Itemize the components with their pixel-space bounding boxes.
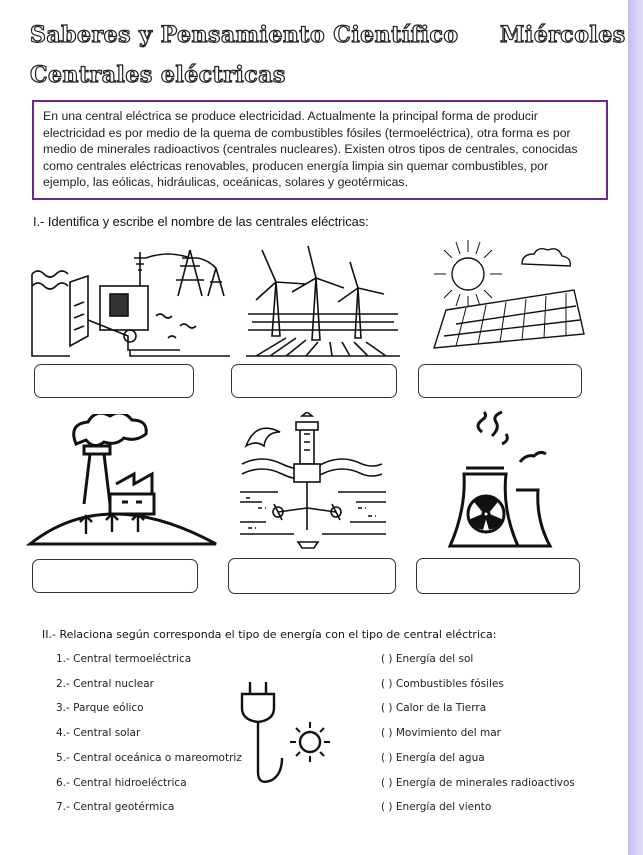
plant-item-6: 6.- Central hidroeléctrica [56, 777, 187, 789]
wind-turbines-image [246, 244, 400, 358]
energy-item-3: ( ) Calor de la Tierra [381, 702, 487, 714]
intro-textbox: En una central eléctrica se produce electricidad. Actualmente la principal forma de producir electricidad es por medio de la quema de combustibles fósiles (termoeléctrica), otra forma es por medio de minerales radioactivos (centrales nucleares). Existen otros tipos de centrales, conocidas como centrales eléctricas renovables, producen energía limpia sin quemar combustibles, por ejemplo, las eólicas, hidráulicas, oceánicas, solares y geotérmicas. [32, 100, 608, 200]
answer-box-1[interactable] [34, 364, 194, 398]
plant-item-2: 2.- Central nuclear [56, 678, 154, 690]
energy-item-7: ( ) Energía del viento [381, 801, 492, 813]
page-edge-decoration [628, 0, 643, 855]
energy-item-1: ( ) Energía del sol [381, 653, 474, 665]
plant-item-4: 4.- Central solar [56, 727, 141, 739]
subject-title: Saberes y Pensamiento Científico [30, 22, 459, 48]
answer-box-6[interactable] [416, 558, 580, 594]
tidal-plant-image [238, 412, 388, 550]
section1-instruction: I.- Identifica y escribe el nombre de las centrales eléctricas: [33, 214, 369, 229]
answer-box-2[interactable] [231, 364, 397, 398]
answer-box-3[interactable] [418, 364, 582, 398]
energy-item-4: ( ) Movimiento del mar [381, 727, 501, 739]
section2-instruction: II.- Relaciona según corresponda el tipo de energía con el tipo de central eléctrica: [42, 628, 497, 641]
topic-title: Centrales eléctricas [30, 62, 286, 88]
energy-item-5: ( ) Energía del agua [381, 752, 485, 764]
energy-item-2: ( ) Combustibles fósiles [381, 678, 504, 690]
answer-box-5[interactable] [228, 558, 396, 594]
plant-item-7: 7.- Central geotérmica [56, 801, 175, 813]
plant-item-5: 5.- Central oceánica o mareomotriz [56, 752, 242, 764]
day-label: Miércoles [500, 22, 626, 48]
hydroelectric-plant-image [30, 246, 230, 358]
plant-item-3: 3.- Parque eólico [56, 702, 144, 714]
answer-box-4[interactable] [32, 559, 198, 593]
solar-panels-image [426, 236, 586, 354]
plug-sun-illustration [238, 680, 338, 790]
geothermal-plant-image [26, 414, 218, 550]
energy-item-6: ( ) Energía de minerales radioactivos [381, 777, 575, 789]
plant-item-1: 1.- Central termoeléctrica [56, 653, 192, 665]
nuclear-plant-image [446, 410, 556, 550]
